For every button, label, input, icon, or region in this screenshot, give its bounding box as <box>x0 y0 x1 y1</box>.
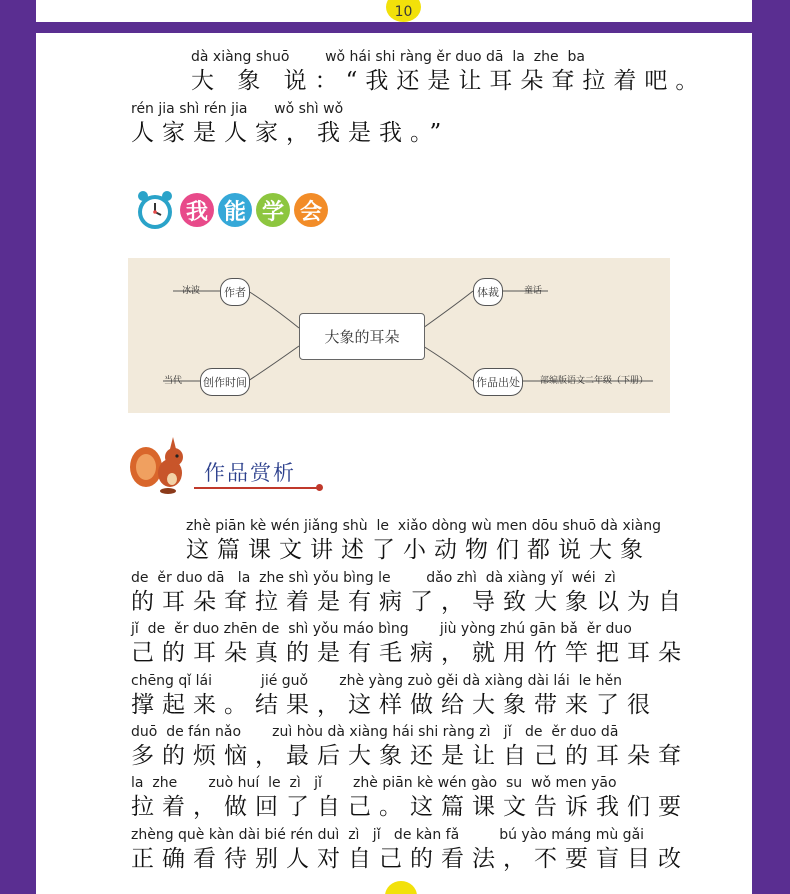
paragraph-line-7 <box>131 825 689 873</box>
paragraph-line-5 <box>131 722 689 770</box>
source-node: 作品出处 <box>473 368 523 396</box>
pinyin-line: de ěr duo dā la zhe shì yǒu bìng le dǎo zhì dà xiàng yǐ wéi zì <box>131 570 616 586</box>
paragraph-line-6 <box>131 773 689 821</box>
heading-char-2: 能 <box>218 193 252 227</box>
heading-char-3: 学 <box>256 193 290 227</box>
pinyin-line: duō de fán nǎo zuì hòu dà xiàng hái shi ràng zì jǐ de ěr duo dā <box>131 724 619 740</box>
page-number-badge: 10 <box>386 0 421 22</box>
heading-char-4: 会 <box>294 193 328 227</box>
dialogue-line-2 <box>131 99 449 147</box>
pinyin-line: jǐ de ěr duo zhēn de shì yǒu máo bìng jiù yòng zhú gān bǎ ěr duo <box>131 621 632 637</box>
genre-value: 童话 <box>524 286 543 296</box>
hanzi-line: 拉着，做回了自己。这篇课文告诉我们要 <box>131 794 689 820</box>
creation-time-value: 当代 <box>164 376 183 386</box>
squirrel-icon <box>128 435 192 495</box>
mind-map-center: 大象的耳朵 <box>299 313 425 360</box>
underline-dot <box>316 484 323 491</box>
next-page-badge <box>385 881 417 894</box>
paragraph-line-2 <box>131 568 689 616</box>
appreciation-heading <box>128 435 328 495</box>
alarm-clock-icon <box>134 189 176 231</box>
pinyin-line: rén jia shì rén jia wǒ shì wǒ <box>131 101 344 117</box>
source-value: 部编版语文二年级（下册） <box>540 376 649 386</box>
hanzi-line: 正确看待别人对自己的看法，不要盲目改 <box>131 846 689 872</box>
pinyin-line: la zhe zuò huí le zì jǐ zhè piān kè wén gào su wǒ men yāo <box>131 775 617 791</box>
paragraph-line-3 <box>131 619 689 667</box>
author-node: 作者 <box>220 278 250 306</box>
hanzi-line: 多的烦恼，最后大象还是让自己的耳朵耷 <box>131 743 689 769</box>
appreciation-title: 作品赏析 <box>204 461 296 485</box>
hanzi-line: 撑起来。结果，这样做给大象带来了很 <box>131 692 658 718</box>
learn-section-heading <box>134 185 328 235</box>
underline-decoration <box>194 487 318 489</box>
hanzi-line: 己的耳朵真的是有毛病，就用竹竿把耳朵 <box>131 640 689 666</box>
pinyin-line: zhè piān kè wén jiǎng shù le xiǎo dòng wù men dōu shuō dà xiàng <box>186 518 661 534</box>
pinyin-line: dà xiàng shuō wǒ hái shi ràng ěr duo dā la zhe ba <box>191 49 585 65</box>
paragraph-line-4 <box>131 671 658 719</box>
hanzi-line: 这篇课文讲述了小动物们都说大象 <box>186 537 651 563</box>
creation-time-node: 创作时间 <box>200 368 250 396</box>
pinyin-line: chēng qǐ lái jié guǒ zhè yàng zuò gěi dà xiàng dài lái le hěn <box>131 673 622 689</box>
genre-node: 体裁 <box>473 278 503 306</box>
hanzi-line: 人家是人家，我是我。” <box>131 120 450 146</box>
pinyin-line: zhèng què kàn dài bié rén duì zì jǐ de kàn fǎ bú yào máng mù gǎi <box>131 827 645 843</box>
heading-char-1: 我 <box>180 193 214 227</box>
hanzi-line: 的耳朵耷拉着是有病了，导致大象以为自 <box>131 589 689 615</box>
author-value: 冰波 <box>182 286 201 296</box>
hanzi-line: 大 象 说：“我还是让耳朵耷拉着吧。 <box>191 68 707 94</box>
book-page <box>36 33 752 894</box>
mind-map <box>128 258 670 413</box>
dialogue-line-1 <box>191 47 706 95</box>
paragraph-line-1 <box>186 516 661 564</box>
